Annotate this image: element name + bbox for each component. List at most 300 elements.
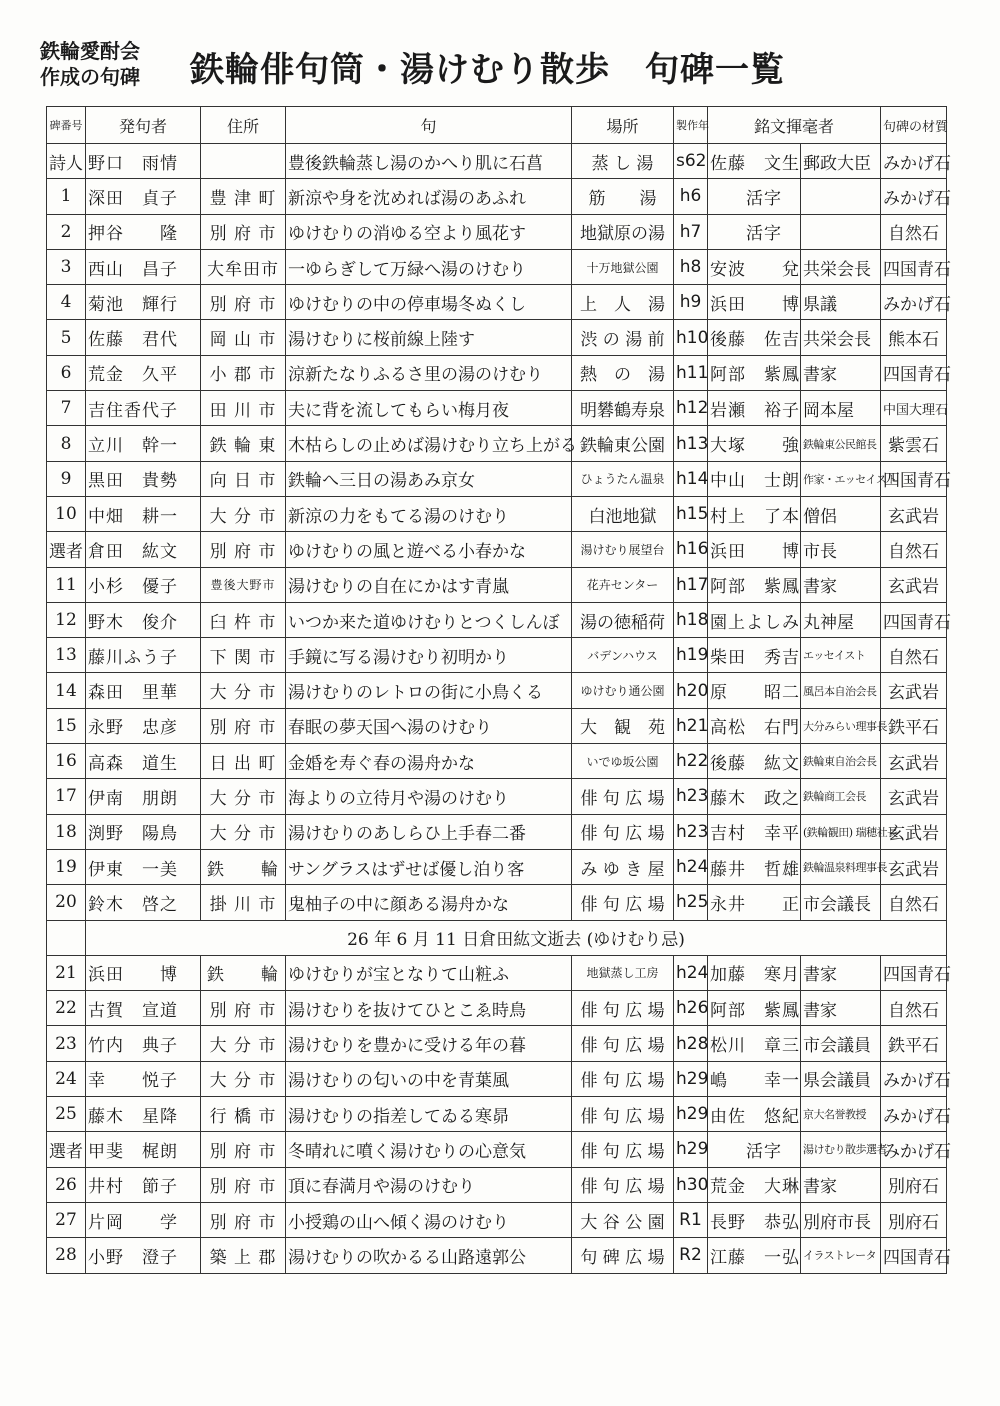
row-number-cell: 20 [47, 885, 86, 920]
table-row [47, 426, 947, 461]
place-cell: 湯けむり展望台 [572, 532, 674, 567]
row-number-cell: 17 [47, 779, 86, 814]
place-cell: 上 人 湯 [572, 285, 674, 320]
row-number-cell: 18 [47, 814, 86, 849]
table-row [47, 1097, 947, 1132]
row-number-cell: 12 [47, 602, 86, 637]
address-cell: 大 分 市 [201, 1061, 286, 1096]
material-cell: みかげ石 [881, 1097, 947, 1132]
material-cell: 玄武岩 [881, 814, 947, 849]
calligrapher-cell: 長野 恭弘 [708, 1202, 801, 1237]
material-cell: 四国青石 [881, 1238, 947, 1273]
verse-cell: 一ゆらぎして万緑へ湯のけむり [286, 249, 572, 284]
row-number-cell: 14 [47, 673, 86, 708]
year-cell: h29 [674, 1061, 708, 1096]
address-cell: 大 分 市 [201, 814, 286, 849]
role-cell: 鉄輪商工会長 [801, 779, 881, 814]
table-row [47, 708, 947, 743]
material-cell: 四国青石 [881, 355, 947, 390]
material-cell: 熊本石 [881, 320, 947, 355]
role-cell: 作家・エッセイスト [801, 461, 881, 496]
role-cell: 丸神屋 [801, 602, 881, 637]
address-cell: 別 府 市 [201, 1202, 286, 1237]
year-cell: h14 [674, 461, 708, 496]
role-cell: 鉄輪温泉料理事長 [801, 849, 881, 884]
verse-cell: 新涼や身を沈めれば湯のあふれ [286, 179, 572, 214]
table-row [47, 249, 947, 284]
verse-cell: 木枯らしの止めば湯けむり立ち上がる [286, 426, 572, 461]
verse-cell: 冬晴れに噴く湯けむりの心意気 [286, 1132, 572, 1167]
poet-cell: 藤木 星降 [86, 1097, 201, 1132]
table-row [47, 814, 947, 849]
calligrapher-cell: 園上よしみ [708, 602, 801, 637]
calligrapher-cell: 後藤 佐吉 [708, 320, 801, 355]
role-cell: 郵政大臣 [801, 144, 881, 179]
calligrapher-cell: 岩瀬 裕子 [708, 391, 801, 426]
year-cell: h9 [674, 285, 708, 320]
org-line-2: 作成の句碑 [40, 65, 140, 89]
verse-cell: 鬼柚子の中に顔ある湯舟かな [286, 885, 572, 920]
calligrapher-cell: 活字 [708, 214, 801, 249]
table-body [47, 144, 952, 1274]
year-cell: h23 [674, 814, 708, 849]
table-row [47, 567, 947, 602]
material-cell: 別府石 [881, 1202, 947, 1237]
material-cell: 玄武岩 [881, 567, 947, 602]
col-header-poet: 発句者 [86, 107, 201, 144]
material-cell: 玄武岩 [881, 496, 947, 531]
table-row [47, 1061, 947, 1096]
year-cell: h19 [674, 638, 708, 673]
material-cell: 鉄平石 [881, 708, 947, 743]
verse-cell: 湯けむりの自在にかはす青嵐 [286, 567, 572, 602]
material-cell: 鉄平石 [881, 1026, 947, 1061]
place-cell: み ゆ き 屋 [572, 849, 674, 884]
place-cell: 湯の徳稲荷 [572, 602, 674, 637]
role-cell: 大分みらい理事長 [801, 708, 881, 743]
role-cell: 湯けむり散歩選者 [801, 1132, 881, 1167]
year-cell: h6 [674, 179, 708, 214]
address-cell: 臼 杵 市 [201, 602, 286, 637]
poet-cell: 中畑 耕一 [86, 496, 201, 531]
poet-cell: 井村 節子 [86, 1167, 201, 1202]
place-cell: 俳 句 広 場 [572, 814, 674, 849]
year-cell: h11 [674, 355, 708, 390]
calligrapher-cell: 荒金 大琳 [708, 1167, 801, 1202]
year-cell: h26 [674, 991, 708, 1026]
poet-cell: 古賀 宣道 [86, 991, 201, 1026]
poet-cell: 立川 幹一 [86, 426, 201, 461]
page-title: 鉄輪俳句筒・湯けむり散歩 句碑一覧 [190, 50, 785, 90]
table-row [47, 355, 947, 390]
verse-cell: 春眠の夢天国へ湯のけむり [286, 708, 572, 743]
year-cell: h10 [674, 320, 708, 355]
poet-cell: 吉住香代子 [86, 391, 201, 426]
verse-cell: サングラスはずせば優し泊り客 [286, 849, 572, 884]
verse-cell: 湯けむりの指差してゐる寒昴 [286, 1097, 572, 1132]
calligrapher-cell: 浜田 博 [708, 285, 801, 320]
verse-cell: 海よりの立待月や湯のけむり [286, 779, 572, 814]
calligrapher-cell: 大塚 強 [708, 426, 801, 461]
place-cell: 十万地獄公園 [572, 249, 674, 284]
address-cell: 大 分 市 [201, 496, 286, 531]
address-cell: 大牟田市 [201, 249, 286, 284]
calligrapher-cell: 由佐 悠紀 [708, 1097, 801, 1132]
table-row [47, 144, 947, 179]
year-cell: h28 [674, 1026, 708, 1061]
row-number-cell: 4 [47, 285, 86, 320]
calligrapher-cell: 柴田 秀吉 [708, 638, 801, 673]
year-cell: h29 [674, 1097, 708, 1132]
poet-cell: 甲斐 梶朗 [86, 1132, 201, 1167]
year-cell: h7 [674, 214, 708, 249]
address-cell: 別 府 市 [201, 1167, 286, 1202]
place-cell: ゆけむり通公園 [572, 673, 674, 708]
verse-cell: 夫に背を流してもらい梅月夜 [286, 391, 572, 426]
org-line-1: 鉄輪愛酎会 [40, 39, 140, 63]
calligrapher-cell: 藤井 哲雄 [708, 849, 801, 884]
memorial-blank-cell [47, 920, 86, 955]
monument-table [46, 106, 952, 1274]
poet-cell: 荒金 久平 [86, 355, 201, 390]
col-header-address: 住所 [201, 107, 286, 144]
row-number-cell: 9 [47, 461, 86, 496]
table-row [47, 496, 947, 531]
year-cell: h16 [674, 532, 708, 567]
poet-cell: 鈴木 啓之 [86, 885, 201, 920]
year-cell: h18 [674, 602, 708, 637]
material-cell: 玄武岩 [881, 849, 947, 884]
year-cell: h24 [674, 955, 708, 990]
row-number-cell: 8 [47, 426, 86, 461]
material-cell: 玄武岩 [881, 673, 947, 708]
row-number-cell: 23 [47, 1026, 86, 1061]
place-cell: 俳 句 広 場 [572, 1026, 674, 1061]
role-cell: 市長 [801, 532, 881, 567]
poet-cell: 渕野 陽鳥 [86, 814, 201, 849]
poet-cell: 伊南 朋朗 [86, 779, 201, 814]
table-row [47, 1202, 947, 1237]
verse-cell: 手鏡に写る湯けむり初明かり [286, 638, 572, 673]
address-cell: 鉄 輪 [201, 849, 286, 884]
row-number-cell: 22 [47, 991, 86, 1026]
year-cell: h13 [674, 426, 708, 461]
calligrapher-cell: 阿部 紫鳳 [708, 567, 801, 602]
role-cell: (鉄輪観田) 瑞穂社長 [801, 814, 881, 849]
role-cell [801, 179, 881, 214]
poet-cell: 西山 昌子 [86, 249, 201, 284]
material-cell: 紫雲石 [881, 426, 947, 461]
role-cell: 県議 [801, 285, 881, 320]
verse-cell: 湯けむりのレトロの街に小鳥くる [286, 673, 572, 708]
header-row [47, 107, 947, 144]
address-cell: 行 橋 市 [201, 1097, 286, 1132]
memorial-note: 26 年 6 月 11 日倉田紘文逝去 (ゆけむり忌) [86, 920, 947, 955]
year-cell: R2 [674, 1238, 708, 1273]
address-cell: 田 川 市 [201, 391, 286, 426]
poet-cell: 小野 澄子 [86, 1238, 201, 1273]
role-cell: 書家 [801, 991, 881, 1026]
material-cell: 玄武岩 [881, 779, 947, 814]
calligrapher-cell: 活字 [708, 179, 801, 214]
calligrapher-cell: 阿部 紫鳳 [708, 355, 801, 390]
row-number-cell: 7 [47, 391, 86, 426]
table-row [47, 179, 947, 214]
material-cell: 別府石 [881, 1167, 947, 1202]
material-cell: 四国青石 [881, 955, 947, 990]
year-cell: R1 [674, 1202, 708, 1237]
row-number-cell: 11 [47, 567, 86, 602]
table-row [47, 285, 947, 320]
table-row [47, 885, 947, 920]
poet-cell: 野木 俊介 [86, 602, 201, 637]
address-cell: 築 上 郡 [201, 1238, 286, 1273]
year-cell: h25 [674, 885, 708, 920]
row-number-cell: 詩人 [47, 144, 86, 179]
role-cell: 共栄会長 [801, 249, 881, 284]
year-cell: h20 [674, 673, 708, 708]
calligrapher-cell: 吉村 幸平 [708, 814, 801, 849]
table-row [47, 673, 947, 708]
verse-cell: 鉄輪へ三日の湯あみ京女 [286, 461, 572, 496]
role-cell: エッセイスト [801, 638, 881, 673]
verse-cell: 湯けむりを抜けてひとこゑ時鳥 [286, 991, 572, 1026]
row-number-cell: 選者 [47, 532, 86, 567]
role-cell: 鉄輪東公民館長 [801, 426, 881, 461]
verse-cell: ゆけむりの消ゆる空より風花す [286, 214, 572, 249]
material-cell: 自然石 [881, 532, 947, 567]
address-cell: 向 日 市 [201, 461, 286, 496]
material-cell: 自然石 [881, 991, 947, 1026]
verse-cell: 新涼の力をもてる湯のけむり [286, 496, 572, 531]
role-cell: 共栄会長 [801, 320, 881, 355]
row-number-cell: 19 [47, 849, 86, 884]
address-cell: 鉄 輪 [201, 955, 286, 990]
row-number-cell: 選者 [47, 1132, 86, 1167]
calligrapher-cell: 永井 正 [708, 885, 801, 920]
table-row [47, 1238, 947, 1273]
place-cell: 俳 句 広 場 [572, 1167, 674, 1202]
material-cell: みかげ石 [881, 179, 947, 214]
place-cell: 地獄原の湯 [572, 214, 674, 249]
poet-cell: 森田 里華 [86, 673, 201, 708]
col-header-verse: 句 [286, 107, 572, 144]
role-cell: 書家 [801, 1167, 881, 1202]
place-cell: 俳 句 広 場 [572, 779, 674, 814]
calligrapher-cell: 藤木 政之 [708, 779, 801, 814]
place-cell: 句 碑 広 場 [572, 1238, 674, 1273]
place-cell: 俳 句 広 場 [572, 991, 674, 1026]
verse-cell: 小授鶏の山へ傾く湯のけむり [286, 1202, 572, 1237]
role-cell: 書家 [801, 567, 881, 602]
address-cell: 小 郡 市 [201, 355, 286, 390]
place-cell: 地獄蒸し工房 [572, 955, 674, 990]
material-cell: みかげ石 [881, 1061, 947, 1096]
year-cell: h29 [674, 1132, 708, 1167]
row-number-cell: 21 [47, 955, 86, 990]
material-cell: 四国青石 [881, 249, 947, 284]
calligrapher-cell: 松川 章三 [708, 1026, 801, 1061]
year-cell: h15 [674, 496, 708, 531]
table-row [47, 991, 947, 1026]
poet-cell: 佐藤 君代 [86, 320, 201, 355]
verse-cell: いつか来た道ゆけむりとつくしんぼ [286, 602, 572, 637]
role-cell: 市会議長 [801, 885, 881, 920]
poet-cell: 浜田 博 [86, 955, 201, 990]
row-number-cell: 16 [47, 744, 86, 779]
row-number-cell: 26 [47, 1167, 86, 1202]
calligrapher-cell: 中山 士朗 [708, 461, 801, 496]
calligrapher-cell: 加藤 寒月 [708, 955, 801, 990]
table-row [47, 461, 947, 496]
verse-cell: ゆけむりが宝となりて山粧ふ [286, 955, 572, 990]
place-cell: 俳 句 広 場 [572, 1097, 674, 1132]
poet-cell: 伊東 一美 [86, 849, 201, 884]
material-cell: 自然石 [881, 885, 947, 920]
address-cell: 豊後大野市 [201, 567, 286, 602]
poet-cell: 小杉 優子 [86, 567, 201, 602]
verse-cell: ゆけむりの風と遊べる小春かな [286, 532, 572, 567]
verse-cell: 湯けむりの匂いの中を青葉風 [286, 1061, 572, 1096]
material-cell: みかげ石 [881, 285, 947, 320]
year-cell: h23 [674, 779, 708, 814]
calligrapher-cell: 村上 了本 [708, 496, 801, 531]
poet-cell: 倉田 紘文 [86, 532, 201, 567]
row-number-cell: 5 [47, 320, 86, 355]
address-cell: 岡 山 市 [201, 320, 286, 355]
poet-cell: 高森 道生 [86, 744, 201, 779]
poet-cell: 野口 雨情 [86, 144, 201, 179]
address-cell: 鉄 輪 東 [201, 426, 286, 461]
year-cell: h24 [674, 849, 708, 884]
place-cell: 明礬鶴寿泉 [572, 391, 674, 426]
calligrapher-cell: 高松 右門 [708, 708, 801, 743]
poet-cell: 押谷 隆 [86, 214, 201, 249]
table-row [47, 602, 947, 637]
place-cell: 大 観 苑 [572, 708, 674, 743]
material-cell: 玄武岩 [881, 744, 947, 779]
row-number-cell: 25 [47, 1097, 86, 1132]
place-cell: いでゆ坂公園 [572, 744, 674, 779]
col-header-material: 句碑の材質 [881, 107, 947, 144]
calligrapher-cell: 佐藤 文生 [708, 144, 801, 179]
year-cell: h12 [674, 391, 708, 426]
place-cell: 筋 湯 [572, 179, 674, 214]
year-cell: h17 [674, 567, 708, 602]
calligrapher-cell: 嶋 幸一 [708, 1061, 801, 1096]
address-cell: 別 府 市 [201, 1132, 286, 1167]
address-cell [201, 144, 286, 179]
calligrapher-cell: 後藤 紘文 [708, 744, 801, 779]
verse-cell: 豊後鉄輪蒸し湯のかへり肌に石菖 [286, 144, 572, 179]
poet-cell: 黒田 貴勢 [86, 461, 201, 496]
row-number-cell: 13 [47, 638, 86, 673]
poet-cell: 幸 悦子 [86, 1061, 201, 1096]
row-number-cell: 24 [47, 1061, 86, 1096]
row-number-cell: 6 [47, 355, 86, 390]
table-row [47, 1167, 947, 1202]
row-number-cell: 10 [47, 496, 86, 531]
place-cell: 渋 の 湯 前 [572, 320, 674, 355]
row-number-cell: 1 [47, 179, 86, 214]
calligrapher-cell: 江藤 一弘 [708, 1238, 801, 1273]
table-row [47, 320, 947, 355]
address-cell: 別 府 市 [201, 991, 286, 1026]
calligrapher-cell: 安波 兌 [708, 249, 801, 284]
address-cell: 掛 川 市 [201, 885, 286, 920]
material-cell: 四国青石 [881, 602, 947, 637]
address-cell: 下 関 市 [201, 638, 286, 673]
table-row [47, 1132, 947, 1167]
address-cell: 豊 津 町 [201, 179, 286, 214]
place-cell: 鉄輪東公園 [572, 426, 674, 461]
address-cell: 別 府 市 [201, 285, 286, 320]
table-row [47, 391, 947, 426]
table-row [47, 849, 947, 884]
poet-cell: 竹内 典子 [86, 1026, 201, 1061]
place-cell: バデンハウス [572, 638, 674, 673]
verse-cell: 金婚を寿ぐ春の湯舟かな [286, 744, 572, 779]
year-cell: s62 [674, 144, 708, 179]
verse-cell: 涼新たなりふるさ里の湯のけむり [286, 355, 572, 390]
row-number-cell: 27 [47, 1202, 86, 1237]
material-cell: 中国大理石 [881, 391, 947, 426]
verse-cell: 湯けむりを豊かに受ける年の暮 [286, 1026, 572, 1061]
table-row [47, 744, 947, 779]
row-number-cell: 3 [47, 249, 86, 284]
place-cell: 熱 の 湯 [572, 355, 674, 390]
organization-label [40, 38, 140, 90]
poet-cell: 菊池 輝行 [86, 285, 201, 320]
material-cell: 自然石 [881, 638, 947, 673]
table-row [47, 1026, 947, 1061]
calligrapher-cell: 阿部 紫鳳 [708, 991, 801, 1026]
poet-cell: 藤川ふう子 [86, 638, 201, 673]
role-cell: 県会議員 [801, 1061, 881, 1096]
poet-cell: 深田 貞子 [86, 179, 201, 214]
role-cell [801, 214, 881, 249]
table-row [47, 532, 947, 567]
role-cell: 風呂本自治会長 [801, 673, 881, 708]
role-cell: 書家 [801, 355, 881, 390]
role-cell: 僧侶 [801, 496, 881, 531]
poet-cell: 片岡 学 [86, 1202, 201, 1237]
year-cell: h8 [674, 249, 708, 284]
calligrapher-cell: 浜田 博 [708, 532, 801, 567]
address-cell: 別 府 市 [201, 214, 286, 249]
verse-cell: 湯けむりに桜前線上陸す [286, 320, 572, 355]
address-cell: 別 府 市 [201, 708, 286, 743]
address-cell: 大 分 市 [201, 779, 286, 814]
calligrapher-cell: 活字 [708, 1132, 801, 1167]
place-cell: 花卉センター [572, 567, 674, 602]
verse-cell: 湯けむりのあしらひ上手春二番 [286, 814, 572, 849]
year-cell: h21 [674, 708, 708, 743]
material-cell: 自然石 [881, 214, 947, 249]
table-row [47, 779, 947, 814]
place-cell: 俳 句 広 場 [572, 1132, 674, 1167]
calligrapher-cell: 原 昭二 [708, 673, 801, 708]
table-row [47, 214, 947, 249]
row-number-cell: 15 [47, 708, 86, 743]
verse-cell: 湯けむりの吹かるる山路遠郭公 [286, 1238, 572, 1273]
address-cell: 大 分 市 [201, 673, 286, 708]
place-cell: 大 谷 公 園 [572, 1202, 674, 1237]
col-header-year: 製作年 [674, 107, 708, 144]
poet-cell: 永野 忠彦 [86, 708, 201, 743]
role-cell: 岡本屋 [801, 391, 881, 426]
address-cell: 別 府 市 [201, 532, 286, 567]
